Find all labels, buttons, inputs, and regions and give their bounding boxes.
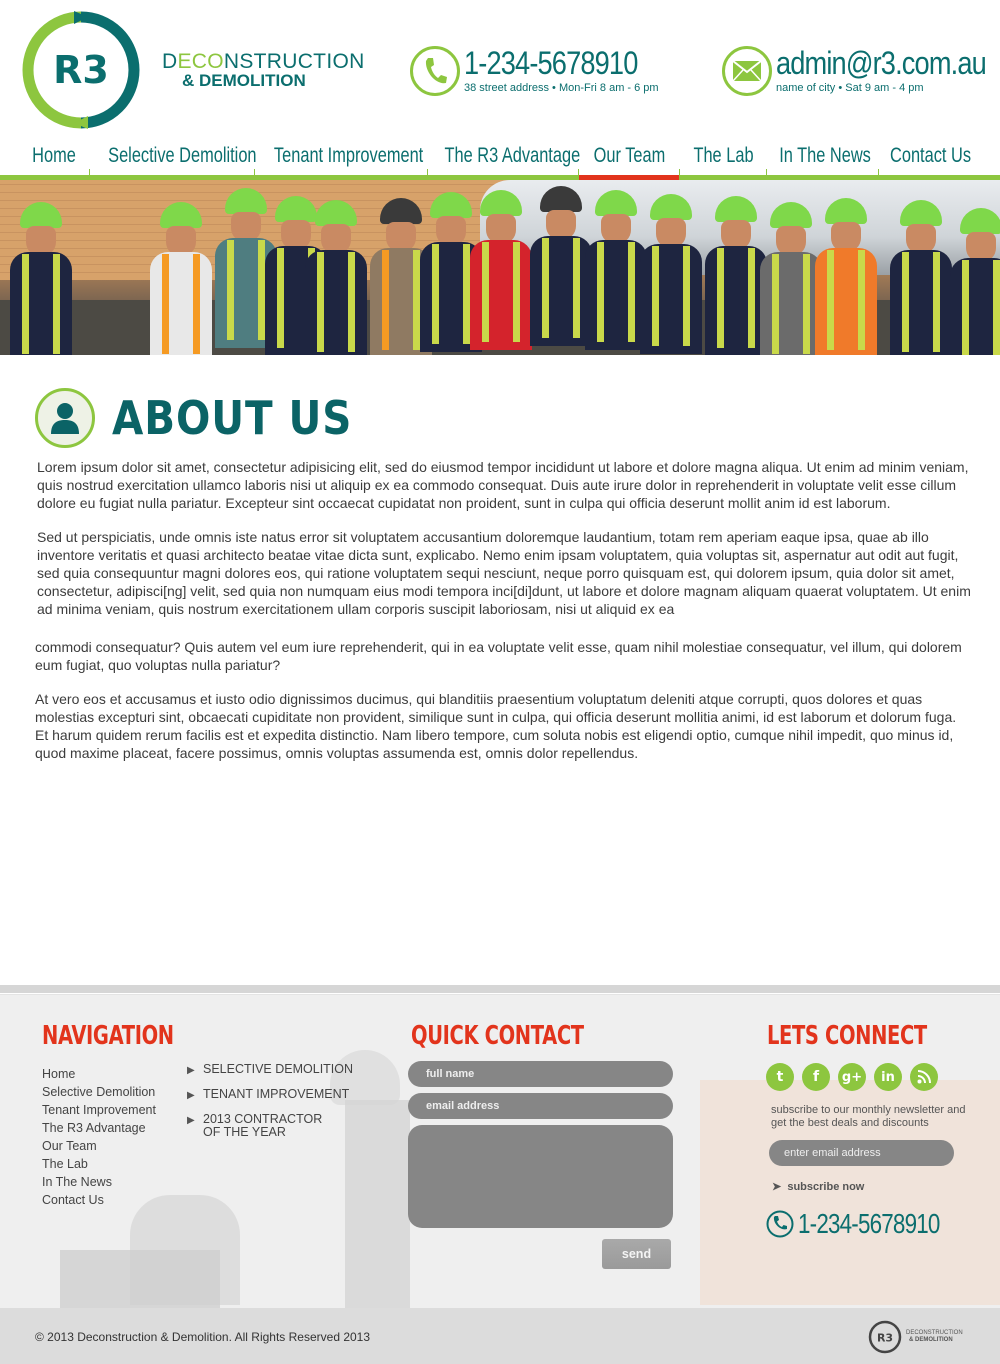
worker	[585, 190, 647, 350]
nav-item-in-the-news[interactable]: In The News	[779, 144, 871, 167]
worker	[815, 198, 877, 355]
triangle-right-icon: ▶	[187, 1115, 195, 1126]
worker	[950, 208, 1000, 355]
footer-divider	[0, 985, 1000, 993]
triangle-right-icon: ▶	[187, 1065, 195, 1076]
send-button[interactable]: send	[602, 1239, 671, 1269]
header-phone	[410, 46, 668, 96]
worker	[470, 190, 532, 350]
email-input[interactable]: email address	[408, 1093, 673, 1119]
r3-logo-icon[interactable]	[22, 11, 140, 129]
nav-item-tenant-improvement[interactable]: Tenant Improvement	[273, 144, 424, 167]
about-paragraph: Sed ut perspiciatis, unde omnis iste natus error sit voluptatem accusantium doloremque laudantium, totam rem aperiam eaque ipsa, quae ab illo inventore veritatis et quasi architecto beatae vitae dicta sunt, explicabo. Nemo enim ipsam voluptatem, quia voluptas sit, aspernatur aut odit aut fugit, sed quia consequuntur magni dolores eos, qui ratione voluptatem sequi nesciunt, neque porro quisquam est, qui dolorem ipsum, quia dolor sit amet, consectetur, adipisci[ng] velit, sed quia non numquam eius modi tempora inci[di]dunt, ut labore et dolore magnam aliquam quaerat voluptatem. Ut enim ad minima veniam, quis nostrum exercitationem ullam corporis suscipit laboriosam, nisi ut aliquid ex ea	[37, 529, 971, 617]
linkedin-icon[interactable]: in	[874, 1063, 902, 1091]
worker	[530, 186, 592, 346]
worker	[10, 202, 72, 355]
nav-item-contact-us[interactable]: Contact Us	[890, 144, 972, 167]
svg-text:R3: R3	[53, 48, 109, 92]
worker	[305, 200, 367, 355]
twitter-icon[interactable]: t	[766, 1063, 794, 1091]
google-plus-icon[interactable]: g+	[838, 1063, 866, 1091]
main-nav	[0, 140, 1000, 180]
footer-featured-list	[187, 1063, 353, 1150]
r3-logo-icon	[868, 1320, 902, 1354]
newsletter-description: subscribe to our monthly newsletter and get the best deals and discounts	[771, 1104, 966, 1129]
footer-link-contact-us[interactable]: Contact Us	[42, 1193, 104, 1207]
newsletter-email-input[interactable]: enter email address	[769, 1140, 954, 1166]
bg-machine	[60, 1250, 220, 1308]
copyright-text: © 2013 Deconstruction & Demolition. All Rights Reserved 2013	[35, 1330, 371, 1344]
worker	[760, 202, 822, 355]
message-textarea[interactable]	[408, 1125, 673, 1228]
nav-item-our-team[interactable]: Our Team	[593, 144, 666, 167]
nav-item-r3-advantage[interactable]: The R3 Advantage	[444, 144, 581, 167]
header-phone-number[interactable]: 1-234-5678910	[464, 45, 638, 81]
footer-link-r3-advantage[interactable]: The R3 Advantage	[42, 1121, 146, 1135]
footer-link-our-team[interactable]: Our Team	[42, 1139, 97, 1153]
worker	[890, 200, 952, 355]
team-photo-banner	[0, 180, 1000, 355]
featured-link[interactable]: ▶ SELECTIVE DEMOLITION	[187, 1062, 354, 1076]
nav-item-selective-demolition[interactable]: Selective Demolition	[108, 144, 257, 167]
footer-logo-line2: & DEMOLITION	[909, 1337, 953, 1343]
phone-icon	[410, 46, 460, 96]
brand-name-line1: DECONSTRUCTION	[162, 50, 365, 73]
facebook-icon[interactable]: f	[802, 1063, 830, 1091]
footer-logo-line1: DECONSTRUCTION	[906, 1330, 963, 1336]
header-email-hours: name of city • Sat 9 am - 4 pm	[776, 82, 924, 94]
quick-contact-heading: QUICK CONTACT	[411, 1021, 584, 1051]
footer-link-home[interactable]: Home	[42, 1067, 76, 1081]
about-paragraph: commodi consequatur? Quis autem vel eum iure reprehenderit, qui in ea voluptate velit esse, quam nihil molestiae consequatur, vel illum, qui dolorem eum fugiat, quo voluptas nulla pariatur?	[35, 639, 962, 673]
worker	[640, 194, 702, 354]
lets-connect-heading: LETS CONNECT	[767, 1021, 927, 1051]
arrow-right-icon: ➤	[772, 1181, 788, 1193]
footer-phone[interactable]	[766, 1208, 975, 1240]
nav-item-home[interactable]: Home	[32, 144, 76, 167]
footer-nav-heading: NAVIGATION	[42, 1021, 174, 1051]
nav-item-the-lab[interactable]: The Lab	[693, 144, 754, 167]
footer-link-the-lab[interactable]: The Lab	[42, 1157, 88, 1171]
site-header	[0, 0, 1000, 140]
footer-link-in-the-news[interactable]: In The News	[42, 1175, 112, 1189]
brand-name[interactable]	[162, 52, 365, 90]
footer-logo[interactable]	[868, 1320, 963, 1354]
brand-name-line2: & DEMOLITION	[182, 71, 306, 90]
subscribe-button[interactable]: ➤ subscribe now	[772, 1181, 865, 1193]
header-email-address[interactable]: admin@r3.com.au	[776, 45, 986, 81]
footer-link-selective-demolition[interactable]: Selective Demolition	[42, 1085, 156, 1099]
rss-icon[interactable]	[910, 1063, 938, 1091]
person-icon	[35, 388, 95, 448]
header-email	[722, 46, 1000, 96]
envelope-icon	[722, 46, 772, 96]
brand-name-accent: ECO	[177, 50, 224, 73]
svg-text:R3: R3	[876, 1331, 894, 1345]
featured-link[interactable]: ▶ TENANT IMPROVEMENT	[187, 1087, 350, 1101]
bg-worker-body	[345, 1100, 410, 1308]
footer-phone-number: 1-234-5678910	[798, 1208, 940, 1239]
about-paragraph: At vero eos et accusamus et iusto odio dignissimos ducimus, qui blanditiis praesentium voluptatum deleniti atque corrupti, quos dolores et quas molestias excepturi sint, obcaecati cupiditate non provident, similique sunt in culpa, qui officia deserunt mollitia animi, id est laborum et dolorum fuga. Et harum quidem rerum facilis est et expedita distinctio. Nam libero tempore, cum soluta nobis est eligendi optio, cumque nihil impedit, quo minus id, quod maxime placeat, facere possimus, omnis voluptas assumenda est, omnis dolor repellendus.	[35, 691, 957, 761]
footer-link-tenant-improvement[interactable]: Tenant Improvement	[42, 1103, 156, 1117]
triangle-right-icon: ▶	[187, 1090, 195, 1101]
phone-icon	[766, 1210, 794, 1238]
worker	[150, 202, 212, 355]
about-content	[37, 458, 972, 778]
page-title: ABOUT US	[112, 391, 353, 445]
featured-link[interactable]: ▶ 2013 CONTRACTOR OF THE YEAR	[187, 1112, 323, 1139]
footer-nav-list	[42, 1065, 156, 1209]
full-name-input[interactable]: full name	[408, 1061, 673, 1087]
worker	[705, 196, 767, 355]
header-phone-hours: 38 street address • Mon-Fri 8 am - 6 pm	[464, 82, 659, 94]
about-paragraph: Lorem ipsum dolor sit amet, consectetur adipisicing elit, sed do eiusmod tempor incididunt ut labore et dolore magna aliqua. Ut enim ad minim veniam, quis nostrud exercitation ullamco laboris nisi ut aliquip ex ea commodo consequat. Duis aute irure dolor in reprehenderit in voluptate velit esse cillum dolore eu fugiat nulla pariatur. Excepteur sint occaecat cupidatat non proident, sunt in culpa qui officia deserunt mollit anim id est laborum.	[37, 459, 969, 511]
